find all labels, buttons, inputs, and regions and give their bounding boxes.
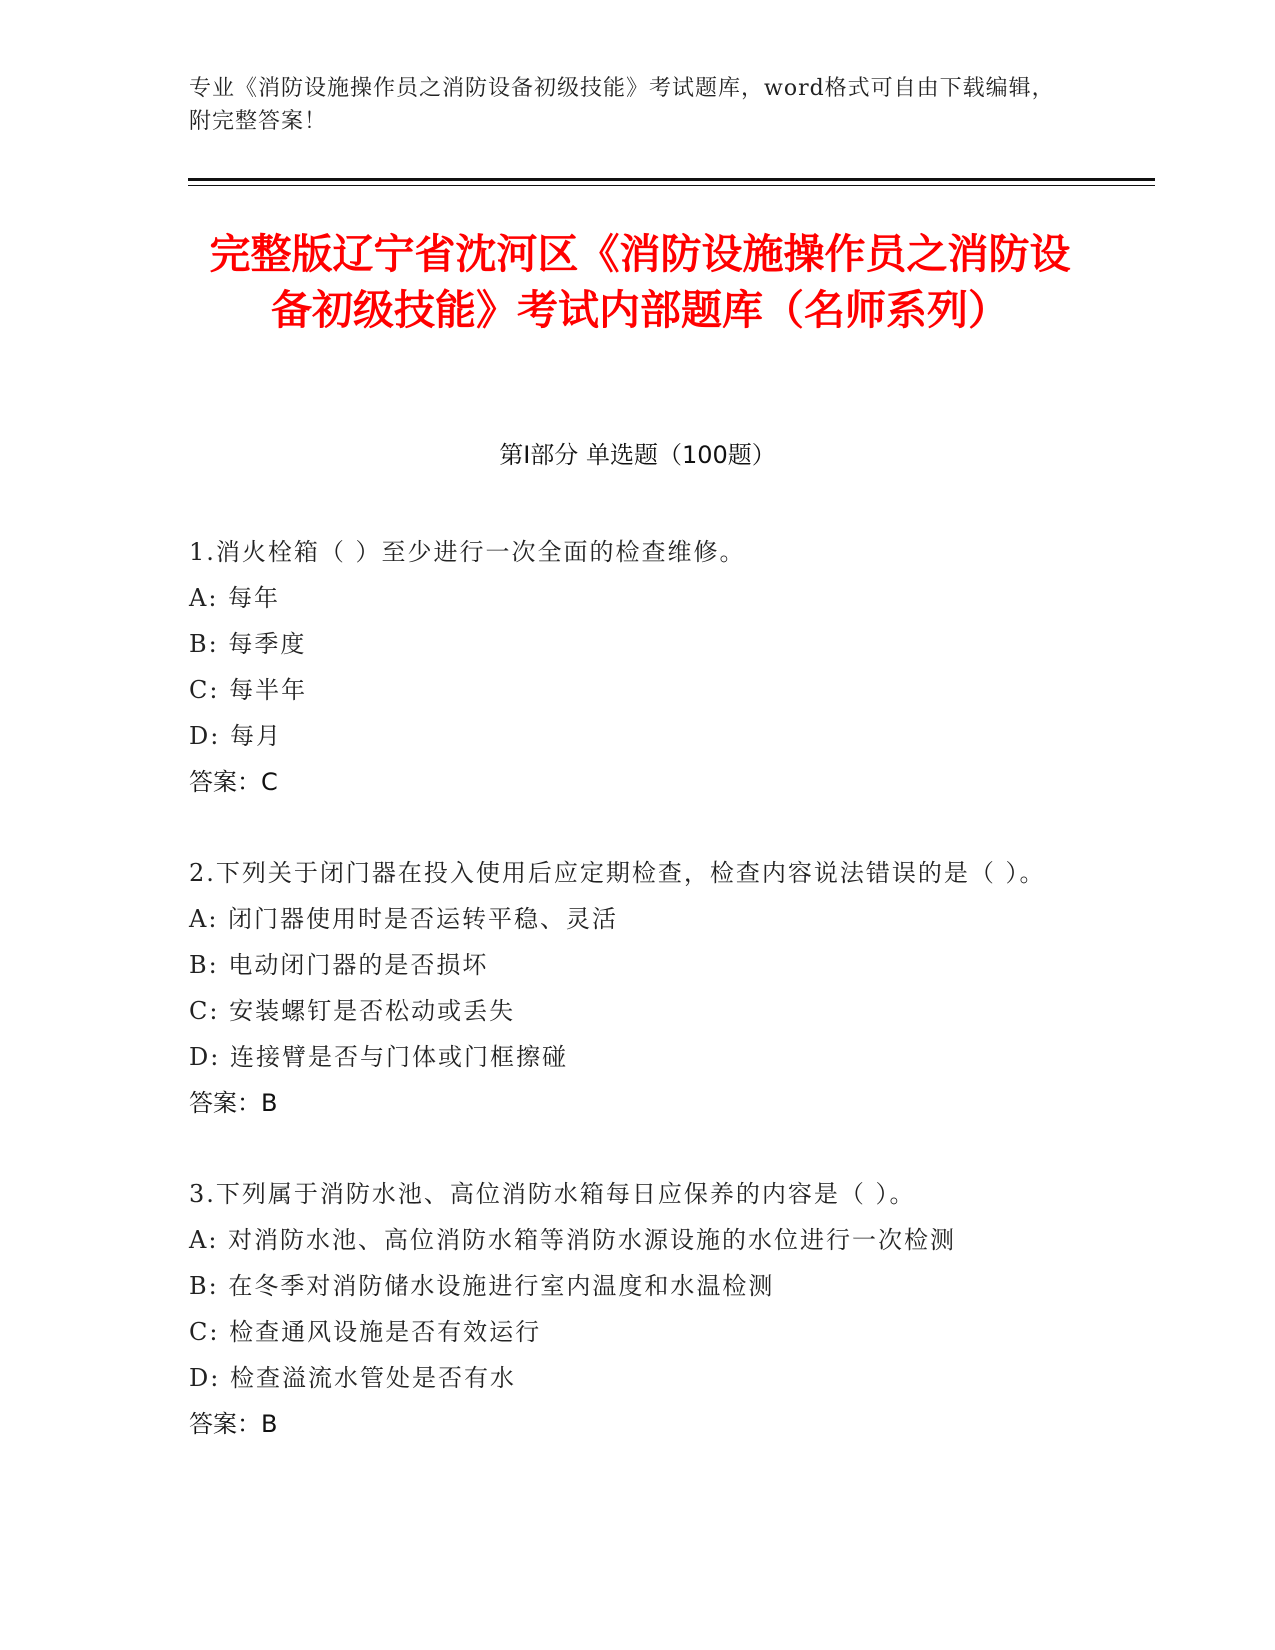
question-1 [189, 530, 1089, 805]
option-a: A: 每年 [189, 584, 281, 612]
question-text: 3.下列属于消防水池、高位消防水箱每日应保养的内容是（ ）。 [189, 1180, 916, 1208]
option-a: A: 对消防水池、高位消防水箱等消防水源设施的水位进行一次检测 [189, 1226, 957, 1254]
header-rule-thick [188, 178, 1155, 181]
option-c: C: 检查通风设施是否有效运行 [189, 1318, 542, 1346]
option-b: B: 每季度 [189, 630, 307, 658]
option-c: C: 每半年 [189, 676, 308, 704]
document-title: 完整版辽宁省沈河区《消防设施操作员之消防设备初级技能》考试内部题库（名师系列） [209, 230, 1071, 334]
option-d: D: 每月 [189, 722, 282, 750]
question-list [189, 530, 1089, 1493]
answer-label: 答案：B [189, 1089, 278, 1117]
option-d: D: 连接臂是否与门体或门框擦碰 [189, 1043, 568, 1071]
option-b: B: 在冬季对消防储水设施进行室内温度和水温检测 [189, 1272, 775, 1300]
option-c: C: 安装螺钉是否松动或丢失 [189, 997, 516, 1025]
question-text: 1.消火栓箱（ ）至少进行一次全面的检查维修。 [189, 538, 746, 566]
option-d: D: 检查溢流水管处是否有水 [189, 1364, 516, 1392]
header-rule-thin [188, 185, 1155, 186]
option-a: A: 闭门器使用时是否运转平稳、灵活 [189, 905, 619, 933]
question-3 [189, 1172, 1089, 1447]
answer-label: 答案：B [189, 1410, 278, 1438]
question-text: 2.下列关于闭门器在投入使用后应定期检查，检查内容说法错误的是（ ）。 [189, 859, 1046, 887]
question-2 [189, 851, 1089, 1126]
answer-label: 答案：C [189, 768, 278, 796]
header-note: 专业《消防设施操作员之消防设备初级技能》考试题库，word格式可自由下载编辑，附完整答案！ [189, 76, 1055, 134]
option-b: B: 电动闭门器的是否损坏 [189, 951, 489, 979]
section-title: 第Ⅰ部分 单选题（100题） [499, 441, 776, 469]
